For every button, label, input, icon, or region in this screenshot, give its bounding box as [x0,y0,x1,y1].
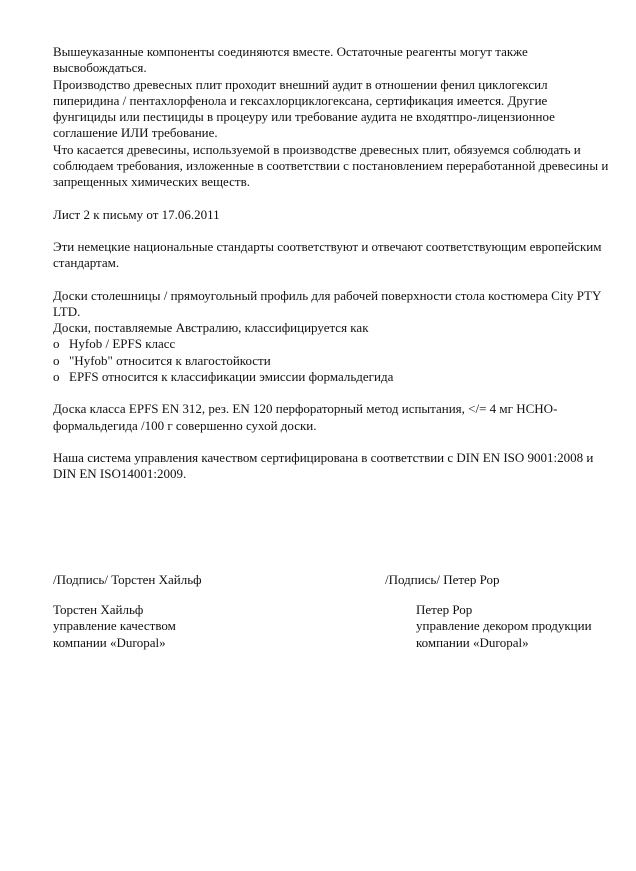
signatory-name: Петер Рор [416,602,473,617]
list-item [53,353,613,369]
spacer [53,434,613,450]
list-item-text: EPFS относится к классификации эмиссии формальдегида [69,369,394,385]
paragraph-german-standards: Эти немецкие национальные стандарты соответствуют и отвечают соответствующим европейским стандартам. [53,238,602,271]
signature-line-right: /Подпись/ Петер Рор [385,572,500,587]
bullet-marker: o [53,352,60,368]
list-item [53,369,613,385]
spacer [53,385,613,401]
paragraph-board-class: Доска класса EPFS EN 312, рез. EN 120 перфораторный метод испытания, </= 4 мг НСНО-формальдегида /100 г совершенно сухой доски. [53,401,558,433]
list-item-text: Hyfob / EPFS класс [69,336,176,352]
paragraph-quality-system: Наша система управления качеством сертифицирована в соответствии с DIN EN ISO 9001:2008 и DIN EN ISO14001:2009. [53,449,594,482]
signature-line-left: /Подпись/ Торстен Хайльф [53,572,202,587]
document-body [53,44,613,483]
signatory-company: компании «Duropal» [416,634,529,650]
spacer [53,223,613,239]
paragraph-sheet-reference: Лист 2 к письму от 17.06.2011 [53,206,220,222]
spacer [53,191,613,207]
paragraph-countertop-boards: Доски столешницы / прямоугольный профиль для рабочей поверхности стола костюмера City PTY LTD. [53,287,601,319]
signatory-left [53,602,176,651]
spacer [53,272,613,288]
signatory-role: управление декором продукции [416,618,592,634]
paragraph-components-released: Вышеуказанные компоненты соединяются вместе. Остаточные реагенты могут также высвобождаться. [53,44,528,76]
paragraph-external-audit: Производство древесных плит проходит внешний аудит в отношении фенил циклогексил пиперидина / пентахлорфенола и гексахлорциклогексана, сертификация имеется. Другие фунгициды или пестициды в процеуру или требование аудита не входятпро-лицензионное соглашение ИЛИ требование. [53,76,555,141]
paragraph-wood-requirements: Что касается древесины, используемой в производстве древесных плит, обязуемся соблюдать и соблюдаем требования, изложенные в соответствии с постановлением переработанной древесины и запрещенных химических веществ. [53,141,609,190]
signatory-name: Торстен Хайльф [53,602,144,617]
list-item-text: "Hyfob" относится к влагостойкости [69,352,271,368]
signatory-right [416,602,592,651]
signatory-role: управление качеством [53,618,176,634]
bullet-marker: o [53,336,60,352]
list-item [53,336,613,352]
signatory-company: компании «Duropal» [53,634,166,650]
paragraph-australia-classification: Доски, поставляемые Австралию, классифицируется как [53,320,369,336]
bullet-marker: o [53,369,60,385]
